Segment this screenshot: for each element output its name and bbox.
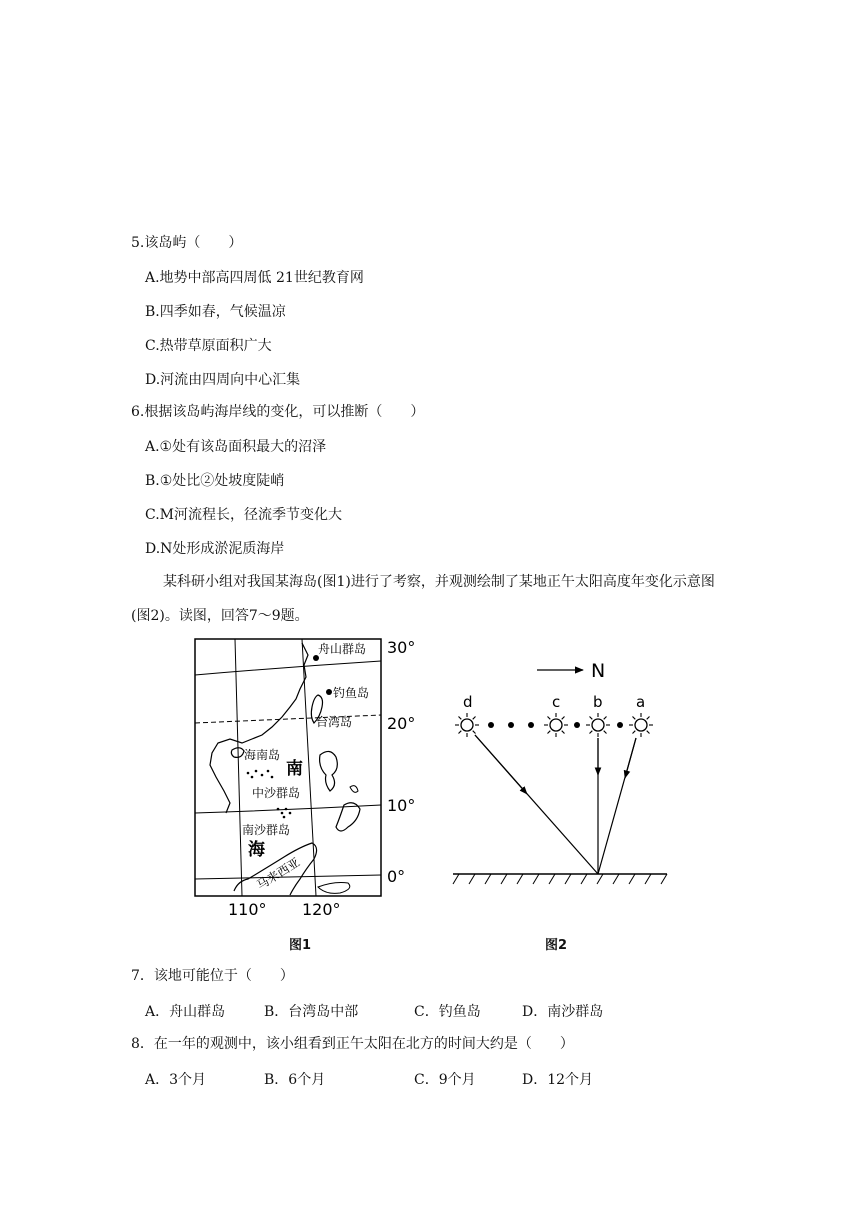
sun-b-icon xyxy=(586,713,610,737)
q6-option-b: B.①处比②处坡度陡峭 xyxy=(145,473,285,489)
label-sea: 海 xyxy=(248,840,265,860)
q6-stem: 6.根据该岛屿海岸线的变化，可以推断（ ） xyxy=(131,404,425,420)
figure-2-caption: 图2 xyxy=(545,938,568,953)
sun-label-a: a xyxy=(636,693,646,711)
q5-option-d: D.河流由四周向中心汇集 xyxy=(145,372,301,388)
q8-stem: 8．在一年的观测中，该小组看到正午太阳在北方的时间大约是（ ） xyxy=(131,1036,574,1052)
label-nansha: 南沙群岛 xyxy=(242,823,291,837)
sun-d-icon xyxy=(455,713,479,737)
q6-option-c: C.M河流程长，径流季节变化大 xyxy=(145,507,342,523)
label-malaysia: 马来西亚 xyxy=(254,855,303,893)
q6-option-a: A.①处有该岛面积最大的沼泽 xyxy=(145,439,327,455)
lat-label-0: 0° xyxy=(387,867,406,886)
figure-2-diagram xyxy=(445,650,675,890)
q7-option-d: D．南沙群岛 xyxy=(522,1004,604,1020)
q5-stem: 5.该岛屿（ ） xyxy=(131,235,243,251)
sun-c-icon xyxy=(544,713,568,737)
sun-label-b: b xyxy=(593,693,603,711)
lon-label-110: 110° xyxy=(228,900,267,919)
q5-option-b: B.四季如春，气候温凉 xyxy=(145,304,286,320)
lat-label-30: 30° xyxy=(387,638,416,657)
label-south: 南 xyxy=(286,759,303,779)
sun-label-d: d xyxy=(463,693,473,711)
figure-1-caption: 图1 xyxy=(289,938,312,953)
sun-a-icon xyxy=(629,713,653,737)
intro-paragraph: 某科研小组对我国某海岛(图1)进行了考察，并观测绘制了某地正午太阳高度年变化示意图(图2)。读图，回答7～9题。 xyxy=(131,574,715,624)
north-label: N xyxy=(591,660,606,682)
lat-label-10: 10° xyxy=(387,796,416,815)
figure-1-map xyxy=(190,635,430,920)
q5-option-c: C.热带草原面积广大 xyxy=(145,338,272,354)
lat-label-20: 20° xyxy=(387,714,416,733)
q7-stem: 7．该地可能位于（ ） xyxy=(131,968,294,984)
q7-option-c: C．钓鱼岛 xyxy=(414,1004,481,1020)
label-hainan: 海南岛 xyxy=(244,748,281,762)
lon-label-120: 120° xyxy=(302,900,341,919)
q7-option-a: A．舟山群岛 xyxy=(145,1004,226,1020)
q5-option-a: A.地势中部高四周低 21世纪教育网 xyxy=(145,270,364,286)
sun-label-c: c xyxy=(552,693,561,711)
label-zhongsha: 中沙群岛 xyxy=(252,786,301,800)
label-taiwan: 台湾岛 xyxy=(316,715,353,729)
label-diaoyu: 钓鱼岛 xyxy=(333,686,370,700)
label-zhoushan: 舟山群岛 xyxy=(318,642,367,656)
q6-option-d: D.N处形成淤泥质海岸 xyxy=(145,541,285,557)
q7-option-b: B．台湾岛中部 xyxy=(264,1004,359,1020)
q8-option-c: C．9个月 xyxy=(414,1072,476,1088)
q8-option-d: D．12个月 xyxy=(522,1072,594,1088)
q8-option-a: A．3个月 xyxy=(145,1072,207,1088)
q8-option-b: B．6个月 xyxy=(264,1072,326,1088)
